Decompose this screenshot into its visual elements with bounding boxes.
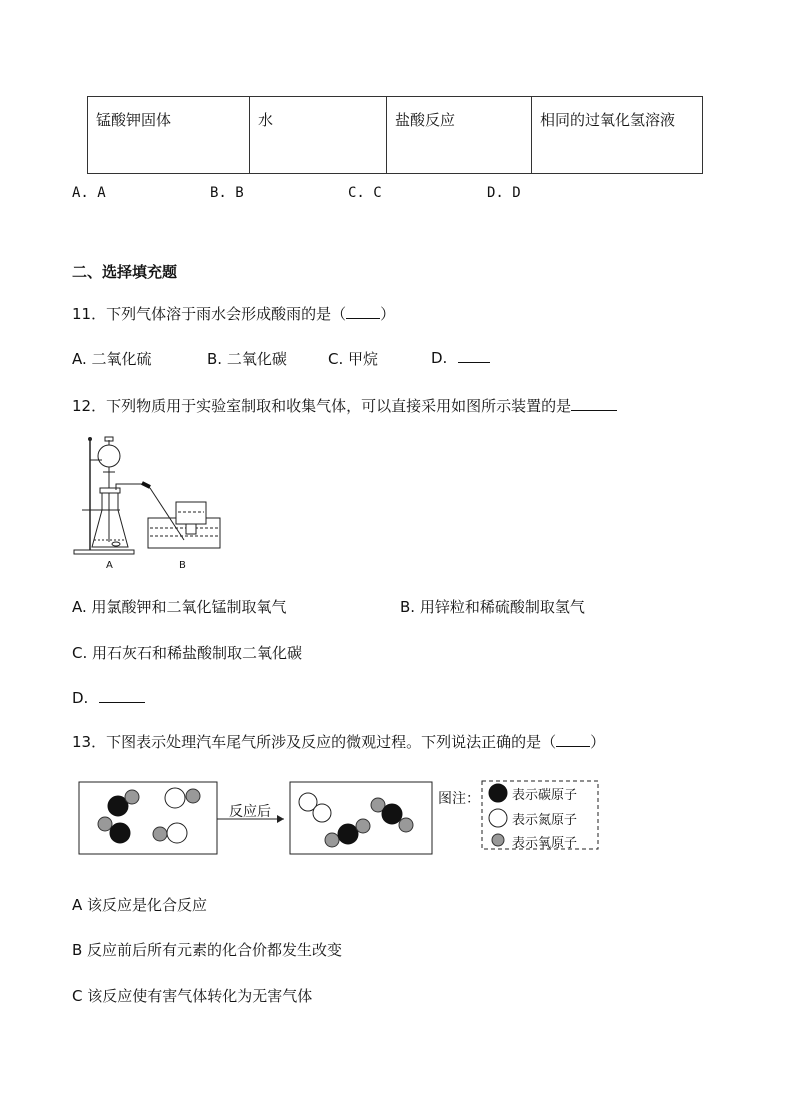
q11-stem — [72, 303, 395, 324]
q10-option-a[interactable]: A. A — [72, 185, 106, 201]
q10-option-b[interactable]: B. B — [210, 185, 244, 201]
table-cell: 相同的过氧化氢溶液 — [532, 97, 703, 174]
q11-stem-prefix: 11．下列气体溶于雨水会形成酸雨的是（ — [72, 305, 347, 323]
q13-option-c[interactable]: C 该反应使有害气体转化为无害气体 — [72, 987, 313, 1005]
table-cell: 盐酸反应 — [387, 97, 532, 174]
q11-option-a[interactable]: A. 二氧化硫 — [72, 350, 152, 368]
q13-stem: 13．下图表示处理汽车尾气所涉及反应的微观过程。下列说法正确的是（ ） — [72, 733, 606, 751]
q12-option-a[interactable]: A. 用氯酸钾和二氧化锰制取氧气 — [72, 598, 287, 616]
q12-option-c[interactable]: C. 用石灰石和稀盐酸制取二氧化碳 — [72, 644, 303, 662]
legend-carbon: 表示碳原子 — [512, 788, 578, 803]
q11-stem-suffix: ） — [380, 305, 396, 323]
q12-option-b[interactable]: B. 用锌粒和稀硫酸制取氢气 — [400, 598, 585, 616]
q13-answer-blank[interactable] — [556, 732, 590, 747]
q11-option-d-blank[interactable] — [458, 348, 490, 363]
q11-option-d[interactable]: D. — [431, 348, 490, 367]
q11-answer-blank[interactable] — [346, 304, 380, 319]
legend-title: 图注： — [438, 791, 480, 807]
figure-label-a: A — [106, 560, 113, 571]
q10-option-c[interactable]: C. C — [348, 185, 382, 201]
table-cell: 水 — [250, 97, 387, 174]
q10-option-d[interactable]: D. D — [487, 185, 521, 201]
q12-option-d[interactable]: D. — [72, 688, 145, 707]
q11-option-c[interactable]: C. 甲烷 — [328, 350, 379, 368]
q13-option-b[interactable]: B 反应前后所有元素的化合价都发生改变 — [72, 941, 343, 959]
options-table — [87, 96, 703, 174]
q11-option-b[interactable]: B. 二氧化碳 — [207, 350, 287, 368]
arrow-label: 反应后 — [229, 804, 271, 820]
legend-nitrogen: 表示氮原子 — [512, 813, 578, 828]
q12-option-d-blank[interactable] — [99, 688, 145, 703]
q12-answer-blank[interactable] — [571, 396, 617, 411]
figure-label-b: B — [179, 560, 186, 571]
section-title: 二、选择填充题 — [72, 263, 178, 281]
table-cell: 锰酸钾固体 — [88, 97, 250, 174]
gas-apparatus-figure — [72, 432, 222, 582]
q13-option-a[interactable]: A 该反应是化合反应 — [72, 896, 208, 914]
legend-oxygen: 表示氧原子 — [512, 836, 578, 851]
q12-stem: 12．下列物质用于实验室制取和收集气体，可以直接采用如图所示装置的是 — [72, 395, 617, 416]
